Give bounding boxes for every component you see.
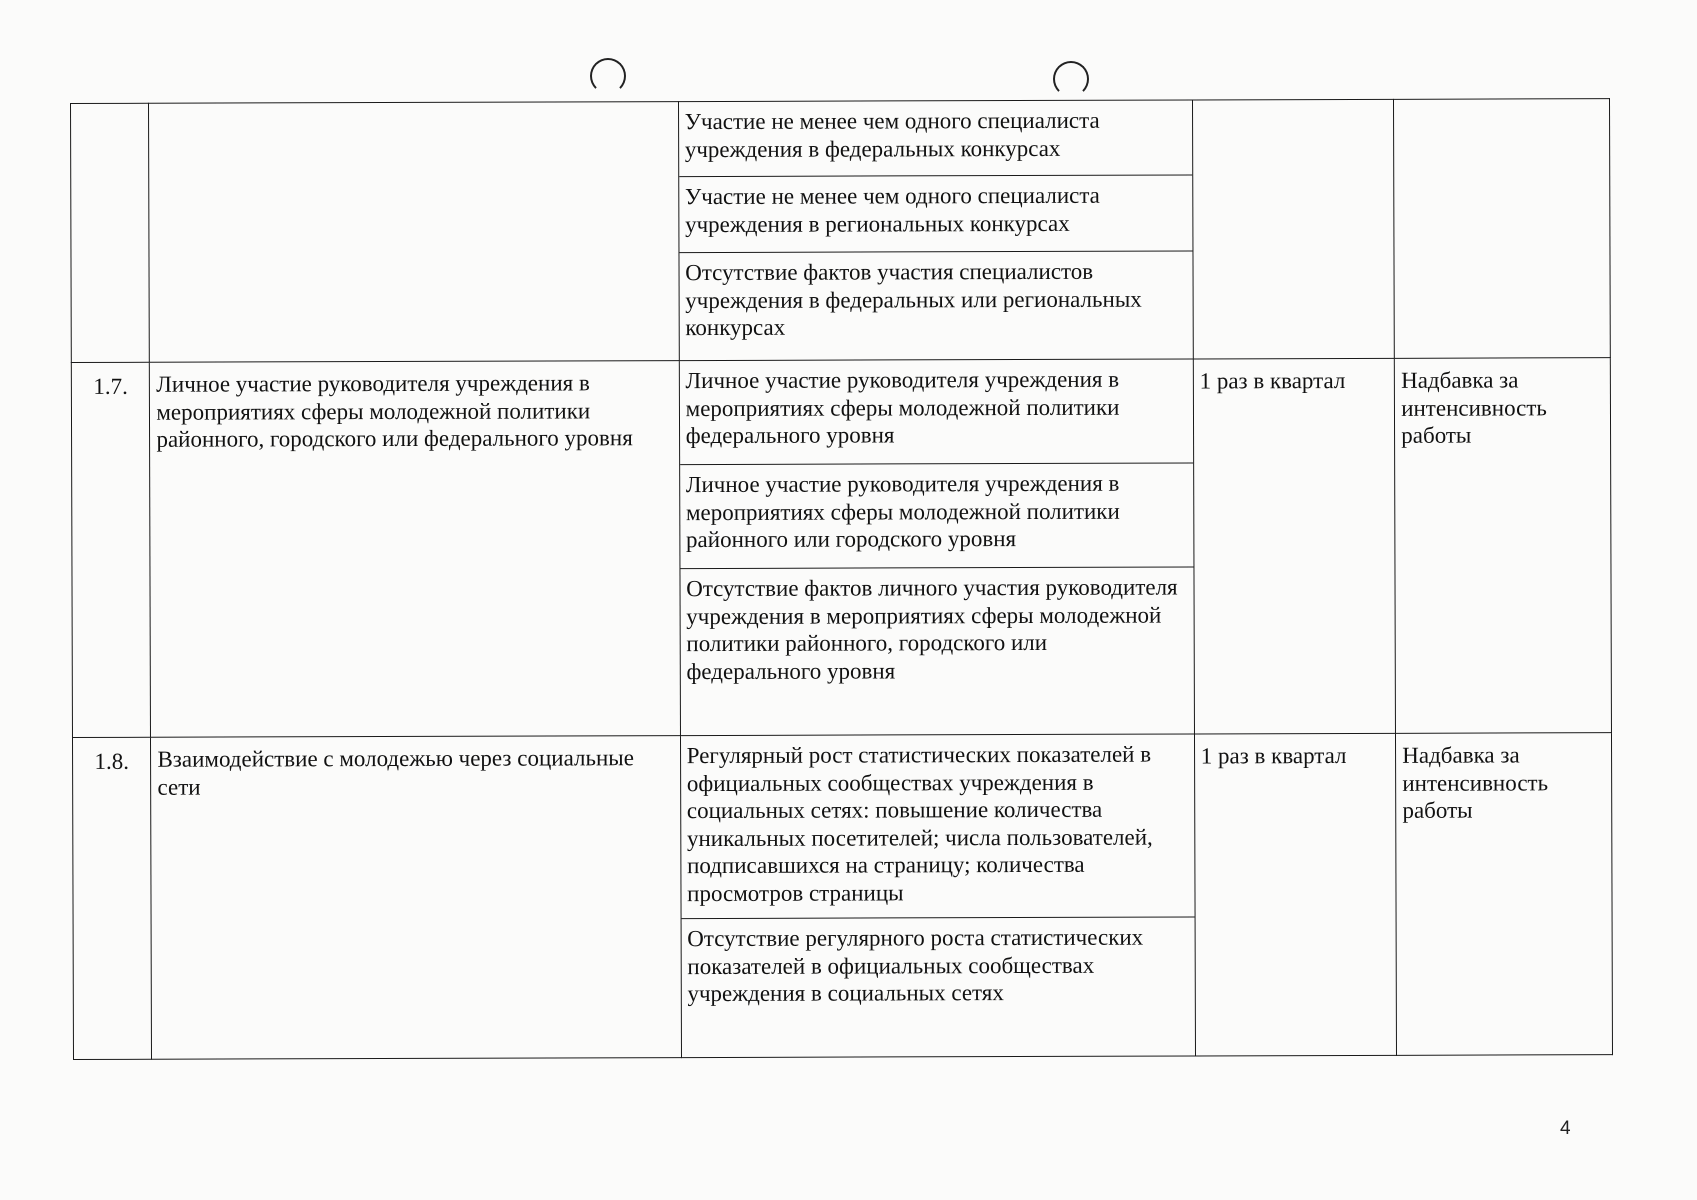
payment-type — [1394, 99, 1611, 359]
table-row — [71, 358, 1611, 738]
criterion: Отсутствие фактов участия специалистов учреждения в федеральных или региональных конкурсах — [685, 258, 1142, 341]
periodicity: 1 раз в квартал — [1194, 733, 1397, 1056]
binder-hole-mark — [1053, 61, 1089, 97]
criterion: Личное участие руководителя учреждения в мероприятиях сферы молодежной политики федерального уровня — [679, 359, 1192, 465]
criterion: Отсутствие регулярного роста статистических показателей в официальных сообществах учреждения в социальных сетях — [687, 924, 1144, 1007]
indicator-name: Взаимодействие с молодежью через социальные сети — [151, 736, 681, 1060]
criteria-cell — [680, 734, 1195, 1058]
indicator-name — [149, 102, 679, 363]
indicators-table — [70, 98, 1613, 1060]
periodicity: 1 раз в квартал — [1193, 358, 1396, 734]
criteria-cell — [679, 359, 1194, 736]
criterion: Отсутствие фактов личного участия руководителя учреждения в мероприятиях сферы молодежной политики районного, городского или федерального уровня — [686, 574, 1178, 684]
criterion: Участие не менее чем одного специалиста учреждения в федеральных конкурсах — [679, 100, 1192, 177]
criteria-cell — [678, 100, 1193, 361]
table-row — [72, 733, 1612, 1060]
indicator-name: Личное участие руководителя учреждения в мероприятиях сферы молодежной политики районного, городского или федерального уровня — [150, 361, 680, 738]
page-number: 4 — [1560, 1118, 1571, 1139]
row-number — [71, 103, 150, 362]
row-number: 1.7. — [71, 362, 151, 737]
payment-type: Надбавка за интенсивность работы — [1395, 358, 1612, 734]
binder-hole-mark — [590, 58, 626, 94]
table-row — [71, 99, 1611, 363]
criterion: Личное участие руководителя учреждения в мероприятиях сферы молодежной политики районного или городского уровня — [680, 463, 1193, 569]
row-number: 1.8. — [72, 737, 151, 1059]
payment-type: Надбавка за интенсивность работы — [1396, 733, 1613, 1056]
criterion: Регулярный рост статистических показателей в официальных сообществах учреждения в социальных сетях: повышение количества уникальных посетителей; числа пользователей, подписавшихся на страницу; количества просмотров страницы — [681, 734, 1195, 919]
periodicity — [1192, 99, 1394, 359]
criterion: Участие не менее чем одного специалиста учреждения в региональных конкурсах — [679, 175, 1192, 253]
